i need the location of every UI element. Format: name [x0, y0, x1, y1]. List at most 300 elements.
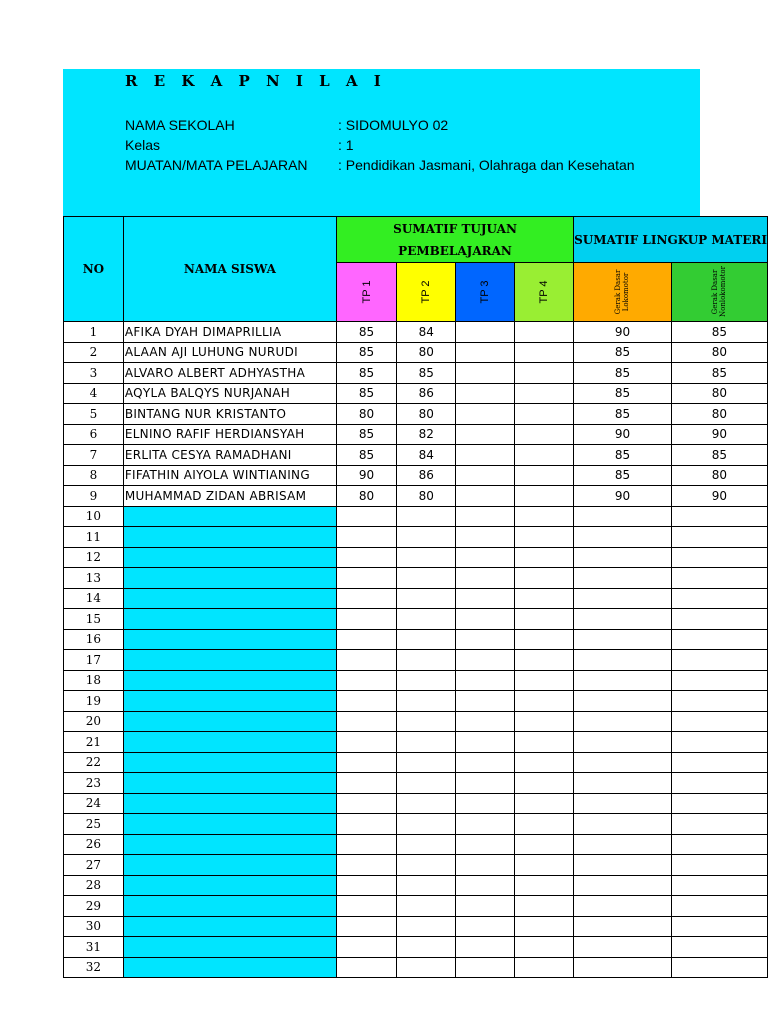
score-tp2-cell[interactable]: 85: [397, 363, 456, 384]
score-tp1-cell[interactable]: [336, 691, 396, 712]
score-tp2-cell[interactable]: [397, 527, 456, 548]
table-row: [64, 670, 768, 691]
score-tp1-cell[interactable]: [336, 957, 396, 978]
score-tp4-cell[interactable]: [515, 568, 574, 589]
score-tp2-cell[interactable]: [397, 711, 456, 732]
score-tp4-cell[interactable]: [515, 322, 574, 343]
header-no: NO: [64, 217, 124, 322]
score-tp3-cell[interactable]: [456, 650, 515, 671]
score-tp2-cell[interactable]: [397, 547, 456, 568]
score-nonlokomotor-cell[interactable]: 90: [671, 424, 767, 445]
student-name-cell[interactable]: AFIKA DYAH DIMAPRILLIA: [123, 322, 336, 343]
row-number[interactable]: 7: [64, 445, 124, 466]
score-tp1-cell[interactable]: [336, 773, 396, 794]
student-name-cell[interactable]: [123, 752, 336, 773]
score-nonlokomotor-cell[interactable]: [671, 670, 767, 691]
score-tp3-cell[interactable]: [456, 342, 515, 363]
score-tp1-cell[interactable]: [336, 609, 396, 630]
student-name-cell[interactable]: [123, 568, 336, 589]
score-tp4-cell[interactable]: [515, 363, 574, 384]
score-tp2-cell[interactable]: 80: [397, 486, 456, 507]
score-tp4-cell[interactable]: [515, 773, 574, 794]
subject-value: : Pendidikan Jasmani, Olahraga dan Kesehatan: [338, 157, 635, 173]
score-tp2-cell[interactable]: [397, 691, 456, 712]
table-row: [64, 322, 768, 343]
score-tp4-cell[interactable]: [515, 342, 574, 363]
score-lokomotor-cell[interactable]: [574, 609, 672, 630]
score-nonlokomotor-cell[interactable]: 80: [671, 383, 767, 404]
score-lokomotor-cell[interactable]: [574, 937, 672, 958]
score-lokomotor-cell[interactable]: 90: [574, 486, 672, 507]
score-tp4-cell[interactable]: [515, 588, 574, 609]
row-number[interactable]: 19: [64, 691, 124, 712]
score-tp2-cell[interactable]: [397, 732, 456, 753]
score-tp1-cell[interactable]: [336, 670, 396, 691]
row-number[interactable]: 13: [64, 568, 124, 589]
score-tp3-cell[interactable]: [456, 711, 515, 732]
score-tp1-cell[interactable]: [336, 629, 396, 650]
table-row: [64, 424, 768, 445]
score-tp1-cell[interactable]: 80: [336, 404, 396, 425]
score-lokomotor-cell[interactable]: [574, 875, 672, 896]
row-number[interactable]: 22: [64, 752, 124, 773]
row-number[interactable]: 12: [64, 547, 124, 568]
score-nonlokomotor-cell[interactable]: [671, 527, 767, 548]
score-tp2-cell[interactable]: [397, 834, 456, 855]
score-lokomotor-cell[interactable]: 85: [574, 383, 672, 404]
score-tp2-cell[interactable]: [397, 875, 456, 896]
student-name-cell[interactable]: [123, 691, 336, 712]
header-tp-2-cell: [397, 263, 456, 322]
score-lokomotor-cell[interactable]: 85: [574, 445, 672, 466]
score-tp2-cell[interactable]: 82: [397, 424, 456, 445]
student-name-cell[interactable]: AQYLA BALQYS NURJANAH: [123, 383, 336, 404]
row-number[interactable]: 2: [64, 342, 124, 363]
score-tp3-cell[interactable]: [456, 855, 515, 876]
score-tp2-cell[interactable]: 84: [397, 322, 456, 343]
score-tp3-cell[interactable]: [456, 773, 515, 794]
score-tp1-cell[interactable]: [336, 527, 396, 548]
student-name-cell[interactable]: BINTANG NUR KRISTANTO: [123, 404, 336, 425]
row-number[interactable]: 17: [64, 650, 124, 671]
score-tp4-cell[interactable]: [515, 937, 574, 958]
header-tp-3: TP 3: [479, 280, 492, 304]
student-name-cell[interactable]: [123, 527, 336, 548]
score-tp3-cell[interactable]: [456, 363, 515, 384]
student-name-cell[interactable]: [123, 793, 336, 814]
table-row: [64, 916, 768, 937]
score-nonlokomotor-cell[interactable]: [671, 609, 767, 630]
score-tp3-cell[interactable]: [456, 424, 515, 445]
table-row: [64, 896, 768, 917]
score-lokomotor-cell[interactable]: [574, 773, 672, 794]
row-number[interactable]: 11: [64, 527, 124, 548]
score-tp1-cell[interactable]: [336, 793, 396, 814]
score-nonlokomotor-cell[interactable]: 80: [671, 342, 767, 363]
row-number[interactable]: 30: [64, 916, 124, 937]
score-nonlokomotor-cell[interactable]: 80: [671, 465, 767, 486]
row-number[interactable]: 3: [64, 363, 124, 384]
row-number[interactable]: 26: [64, 834, 124, 855]
score-tp4-cell[interactable]: [515, 424, 574, 445]
score-tp3-cell[interactable]: [456, 568, 515, 589]
score-tp3-cell[interactable]: [456, 629, 515, 650]
student-name-cell[interactable]: [123, 670, 336, 691]
score-tp2-cell[interactable]: [397, 670, 456, 691]
score-tp2-cell[interactable]: [397, 916, 456, 937]
score-lokomotor-cell[interactable]: [574, 793, 672, 814]
table-row: [64, 957, 768, 978]
score-lokomotor-cell[interactable]: [574, 957, 672, 978]
score-nonlokomotor-cell[interactable]: 80: [671, 404, 767, 425]
score-lokomotor-cell[interactable]: 85: [574, 404, 672, 425]
row-number[interactable]: 16: [64, 629, 124, 650]
row-number[interactable]: 15: [64, 609, 124, 630]
score-lokomotor-cell[interactable]: [574, 896, 672, 917]
row-number[interactable]: 18: [64, 670, 124, 691]
score-tp3-cell[interactable]: [456, 486, 515, 507]
score-nonlokomotor-cell[interactable]: [671, 711, 767, 732]
table-row: [64, 588, 768, 609]
score-tp3-cell[interactable]: [456, 752, 515, 773]
student-name-cell[interactable]: ELNINO RAFIF HERDIANSYAH: [123, 424, 336, 445]
score-tp4-cell[interactable]: [515, 650, 574, 671]
score-nonlokomotor-cell[interactable]: [671, 588, 767, 609]
score-nonlokomotor-cell[interactable]: [671, 547, 767, 568]
score-tp4-cell[interactable]: [515, 957, 574, 978]
score-tp3-cell[interactable]: [456, 691, 515, 712]
header-tp-2: TP 2: [420, 280, 433, 304]
table-row: [64, 527, 768, 548]
score-nonlokomotor-cell[interactable]: [671, 814, 767, 835]
grade-table: [63, 216, 768, 978]
score-tp4-cell[interactable]: [515, 506, 574, 527]
score-tp4-cell[interactable]: [515, 486, 574, 507]
score-tp3-cell[interactable]: [456, 896, 515, 917]
score-tp2-cell[interactable]: 86: [397, 383, 456, 404]
score-tp4-cell[interactable]: [515, 445, 574, 466]
score-nonlokomotor-cell[interactable]: [671, 793, 767, 814]
score-tp4-cell[interactable]: [515, 527, 574, 548]
score-nonlokomotor-cell[interactable]: [671, 937, 767, 958]
score-lokomotor-cell[interactable]: [574, 855, 672, 876]
score-tp3-cell[interactable]: [456, 383, 515, 404]
score-lokomotor-cell[interactable]: [574, 711, 672, 732]
score-tp2-cell[interactable]: [397, 957, 456, 978]
table-row: [64, 342, 768, 363]
score-tp4-cell[interactable]: [515, 609, 574, 630]
score-tp3-cell[interactable]: [456, 957, 515, 978]
row-number[interactable]: 1: [64, 322, 124, 343]
score-tp1-cell[interactable]: [336, 937, 396, 958]
header-gerak-dasar-lokomotor-cell: [574, 263, 672, 322]
score-tp2-cell[interactable]: [397, 629, 456, 650]
score-tp1-cell[interactable]: [336, 834, 396, 855]
score-lokomotor-cell[interactable]: [574, 650, 672, 671]
score-tp3-cell[interactable]: [456, 465, 515, 486]
student-name-cell[interactable]: FIFATHIN AIYOLA WINTIANING: [123, 465, 336, 486]
score-tp2-cell[interactable]: [397, 609, 456, 630]
score-tp4-cell[interactable]: [515, 752, 574, 773]
row-number[interactable]: 27: [64, 855, 124, 876]
score-nonlokomotor-cell[interactable]: [671, 855, 767, 876]
score-tp1-cell[interactable]: [336, 547, 396, 568]
score-lokomotor-cell[interactable]: [574, 916, 672, 937]
score-tp1-cell[interactable]: [336, 650, 396, 671]
student-name-cell[interactable]: [123, 875, 336, 896]
student-name-cell[interactable]: [123, 588, 336, 609]
score-tp2-cell[interactable]: [397, 506, 456, 527]
row-number[interactable]: 28: [64, 875, 124, 896]
score-tp1-cell[interactable]: [336, 506, 396, 527]
score-lokomotor-cell[interactable]: 85: [574, 342, 672, 363]
student-name-cell[interactable]: [123, 711, 336, 732]
score-tp1-cell[interactable]: 85: [336, 363, 396, 384]
score-lokomotor-cell[interactable]: 85: [574, 363, 672, 384]
row-number[interactable]: 4: [64, 383, 124, 404]
score-tp1-cell[interactable]: 85: [336, 424, 396, 445]
score-tp2-cell[interactable]: [397, 937, 456, 958]
student-name-cell[interactable]: [123, 773, 336, 794]
table-row: [64, 568, 768, 589]
row-number[interactable]: 20: [64, 711, 124, 732]
score-tp1-cell[interactable]: [336, 732, 396, 753]
score-tp2-cell[interactable]: [397, 773, 456, 794]
score-tp2-cell[interactable]: [397, 793, 456, 814]
score-tp4-cell[interactable]: [515, 383, 574, 404]
student-name-cell[interactable]: ALVARO ALBERT ADHYASTHA: [123, 363, 336, 384]
score-tp4-cell[interactable]: [515, 855, 574, 876]
row-number[interactable]: 6: [64, 424, 124, 445]
score-tp1-cell[interactable]: 85: [336, 322, 396, 343]
score-tp2-cell[interactable]: 80: [397, 404, 456, 425]
score-nonlokomotor-cell[interactable]: 85: [671, 363, 767, 384]
score-tp1-cell[interactable]: 85: [336, 445, 396, 466]
score-tp1-cell[interactable]: 80: [336, 486, 396, 507]
score-tp1-cell[interactable]: [336, 814, 396, 835]
score-tp1-cell[interactable]: [336, 896, 396, 917]
score-nonlokomotor-cell[interactable]: [671, 752, 767, 773]
student-name-cell[interactable]: [123, 937, 336, 958]
table-row: [64, 773, 768, 794]
score-nonlokomotor-cell[interactable]: [671, 732, 767, 753]
score-nonlokomotor-cell[interactable]: 90: [671, 486, 767, 507]
score-tp2-cell[interactable]: 84: [397, 445, 456, 466]
score-nonlokomotor-cell[interactable]: 85: [671, 445, 767, 466]
score-tp1-cell[interactable]: 85: [336, 342, 396, 363]
score-nonlokomotor-cell[interactable]: [671, 773, 767, 794]
score-lokomotor-cell[interactable]: [574, 752, 672, 773]
score-tp3-cell[interactable]: [456, 732, 515, 753]
score-tp3-cell[interactable]: [456, 834, 515, 855]
score-nonlokomotor-cell[interactable]: [671, 916, 767, 937]
score-tp1-cell[interactable]: [336, 855, 396, 876]
score-tp3-cell[interactable]: [456, 937, 515, 958]
score-tp2-cell[interactable]: 80: [397, 342, 456, 363]
score-tp1-cell[interactable]: [336, 588, 396, 609]
score-tp4-cell[interactable]: [515, 834, 574, 855]
score-nonlokomotor-cell[interactable]: [671, 896, 767, 917]
score-tp2-cell[interactable]: 86: [397, 465, 456, 486]
student-name-cell[interactable]: ERLITA CESYA RAMADHANI: [123, 445, 336, 466]
row-number[interactable]: 10: [64, 506, 124, 527]
student-name-cell[interactable]: [123, 650, 336, 671]
score-lokomotor-cell[interactable]: [574, 834, 672, 855]
table-row: [64, 814, 768, 835]
header-sumatif-lingkup-materi: SUMATIF LINGKUP MATERI: [574, 217, 768, 263]
score-lokomotor-cell[interactable]: [574, 691, 672, 712]
row-number[interactable]: 31: [64, 937, 124, 958]
score-lokomotor-cell[interactable]: [574, 506, 672, 527]
score-tp4-cell[interactable]: [515, 875, 574, 896]
score-nonlokomotor-cell[interactable]: [671, 691, 767, 712]
score-tp2-cell[interactable]: [397, 814, 456, 835]
score-tp4-cell[interactable]: [515, 670, 574, 691]
row-number[interactable]: 21: [64, 732, 124, 753]
score-tp1-cell[interactable]: 90: [336, 465, 396, 486]
header-gerak-dasar-nonlokomotor: Gerak Dasar Nonlokomotor: [711, 266, 728, 317]
row-number[interactable]: 29: [64, 896, 124, 917]
score-tp3-cell[interactable]: [456, 404, 515, 425]
score-tp4-cell[interactable]: [515, 916, 574, 937]
row-number[interactable]: 24: [64, 793, 124, 814]
score-tp3-cell[interactable]: [456, 506, 515, 527]
score-tp4-cell[interactable]: [515, 814, 574, 835]
score-tp4-cell[interactable]: [515, 547, 574, 568]
score-tp3-cell[interactable]: [456, 609, 515, 630]
student-name-cell[interactable]: [123, 916, 336, 937]
table-row: [64, 629, 768, 650]
score-tp2-cell[interactable]: [397, 896, 456, 917]
table-row: [64, 834, 768, 855]
subject-label: MUATAN/MATA PELAJARAN: [125, 157, 308, 173]
header-tp-3-cell: [456, 263, 515, 322]
score-tp4-cell[interactable]: [515, 793, 574, 814]
student-name-cell[interactable]: [123, 834, 336, 855]
header-tp-4: TP 4: [538, 280, 551, 304]
table-row: [64, 937, 768, 958]
row-number[interactable]: 23: [64, 773, 124, 794]
score-tp3-cell[interactable]: [456, 527, 515, 548]
score-lokomotor-cell[interactable]: [574, 732, 672, 753]
score-lokomotor-cell[interactable]: 90: [574, 322, 672, 343]
score-lokomotor-cell[interactable]: [574, 568, 672, 589]
score-tp1-cell[interactable]: [336, 568, 396, 589]
score-lokomotor-cell[interactable]: 90: [574, 424, 672, 445]
score-tp4-cell[interactable]: [515, 691, 574, 712]
score-tp2-cell[interactable]: [397, 650, 456, 671]
score-tp4-cell[interactable]: [515, 404, 574, 425]
class-label: Kelas: [125, 137, 161, 153]
student-name-cell[interactable]: [123, 732, 336, 753]
score-lokomotor-cell[interactable]: 85: [574, 465, 672, 486]
score-tp1-cell[interactable]: [336, 752, 396, 773]
score-tp2-cell[interactable]: [397, 752, 456, 773]
score-tp3-cell[interactable]: [456, 916, 515, 937]
student-name-cell[interactable]: [123, 547, 336, 568]
report-title: R E K A P N I L A I: [125, 72, 387, 90]
school-label: NAMA SEKOLAH: [125, 117, 235, 133]
row-number[interactable]: 9: [64, 486, 124, 507]
score-tp1-cell[interactable]: [336, 916, 396, 937]
score-tp3-cell[interactable]: [456, 322, 515, 343]
score-tp4-cell[interactable]: [515, 896, 574, 917]
score-nonlokomotor-cell[interactable]: [671, 875, 767, 896]
score-lokomotor-cell[interactable]: [574, 547, 672, 568]
score-lokomotor-cell[interactable]: [574, 629, 672, 650]
score-nonlokomotor-cell[interactable]: [671, 629, 767, 650]
table-row: [64, 691, 768, 712]
table-row: [64, 445, 768, 466]
header-tp-4-cell: [515, 263, 574, 322]
score-tp3-cell[interactable]: [456, 793, 515, 814]
row-number[interactable]: 25: [64, 814, 124, 835]
score-tp4-cell[interactable]: [515, 465, 574, 486]
student-name-cell[interactable]: ALAAN AJI LUHUNG NURUDI: [123, 342, 336, 363]
score-lokomotor-cell[interactable]: [574, 588, 672, 609]
row-number[interactable]: 14: [64, 588, 124, 609]
student-name-cell[interactable]: [123, 957, 336, 978]
score-tp4-cell[interactable]: [515, 629, 574, 650]
student-name-cell[interactable]: [123, 609, 336, 630]
score-nonlokomotor-cell[interactable]: 85: [671, 322, 767, 343]
score-tp2-cell[interactable]: [397, 855, 456, 876]
score-nonlokomotor-cell[interactable]: [671, 568, 767, 589]
table-row: [64, 363, 768, 384]
table-row: [64, 404, 768, 425]
score-tp1-cell[interactable]: 85: [336, 383, 396, 404]
table-row: [64, 486, 768, 507]
score-tp2-cell[interactable]: [397, 588, 456, 609]
student-name-cell[interactable]: [123, 896, 336, 917]
student-name-cell[interactable]: MUHAMMAD ZIDAN ABRISAM: [123, 486, 336, 507]
row-number[interactable]: 5: [64, 404, 124, 425]
score-nonlokomotor-cell[interactable]: [671, 506, 767, 527]
table-row: [64, 732, 768, 753]
score-tp4-cell[interactable]: [515, 732, 574, 753]
table-row: [64, 855, 768, 876]
score-lokomotor-cell[interactable]: [574, 670, 672, 691]
score-tp3-cell[interactable]: [456, 875, 515, 896]
score-tp1-cell[interactable]: [336, 875, 396, 896]
header-sumatif-tujuan-pembelajaran: SUMATIF TUJUAN PEMBELAJARAN: [336, 217, 573, 263]
row-number[interactable]: 8: [64, 465, 124, 486]
score-nonlokomotor-cell[interactable]: [671, 834, 767, 855]
table-row: [64, 793, 768, 814]
student-name-cell[interactable]: [123, 629, 336, 650]
student-name-cell[interactable]: [123, 855, 336, 876]
row-number[interactable]: 32: [64, 957, 124, 978]
score-tp3-cell[interactable]: [456, 814, 515, 835]
score-tp3-cell[interactable]: [456, 670, 515, 691]
score-lokomotor-cell[interactable]: [574, 814, 672, 835]
score-lokomotor-cell[interactable]: [574, 527, 672, 548]
table-row: [64, 875, 768, 896]
score-nonlokomotor-cell[interactable]: [671, 650, 767, 671]
score-tp3-cell[interactable]: [456, 445, 515, 466]
score-nonlokomotor-cell[interactable]: [671, 957, 767, 978]
score-tp1-cell[interactable]: [336, 711, 396, 732]
student-name-cell[interactable]: [123, 506, 336, 527]
table-row: [64, 383, 768, 404]
score-tp3-cell[interactable]: [456, 547, 515, 568]
score-tp3-cell[interactable]: [456, 588, 515, 609]
score-tp2-cell[interactable]: [397, 568, 456, 589]
student-name-cell[interactable]: [123, 814, 336, 835]
score-tp4-cell[interactable]: [515, 711, 574, 732]
table-row: [64, 609, 768, 630]
header-gerak-dasar-lokomotor: Gerak Dasar Lokomotor: [614, 269, 631, 315]
